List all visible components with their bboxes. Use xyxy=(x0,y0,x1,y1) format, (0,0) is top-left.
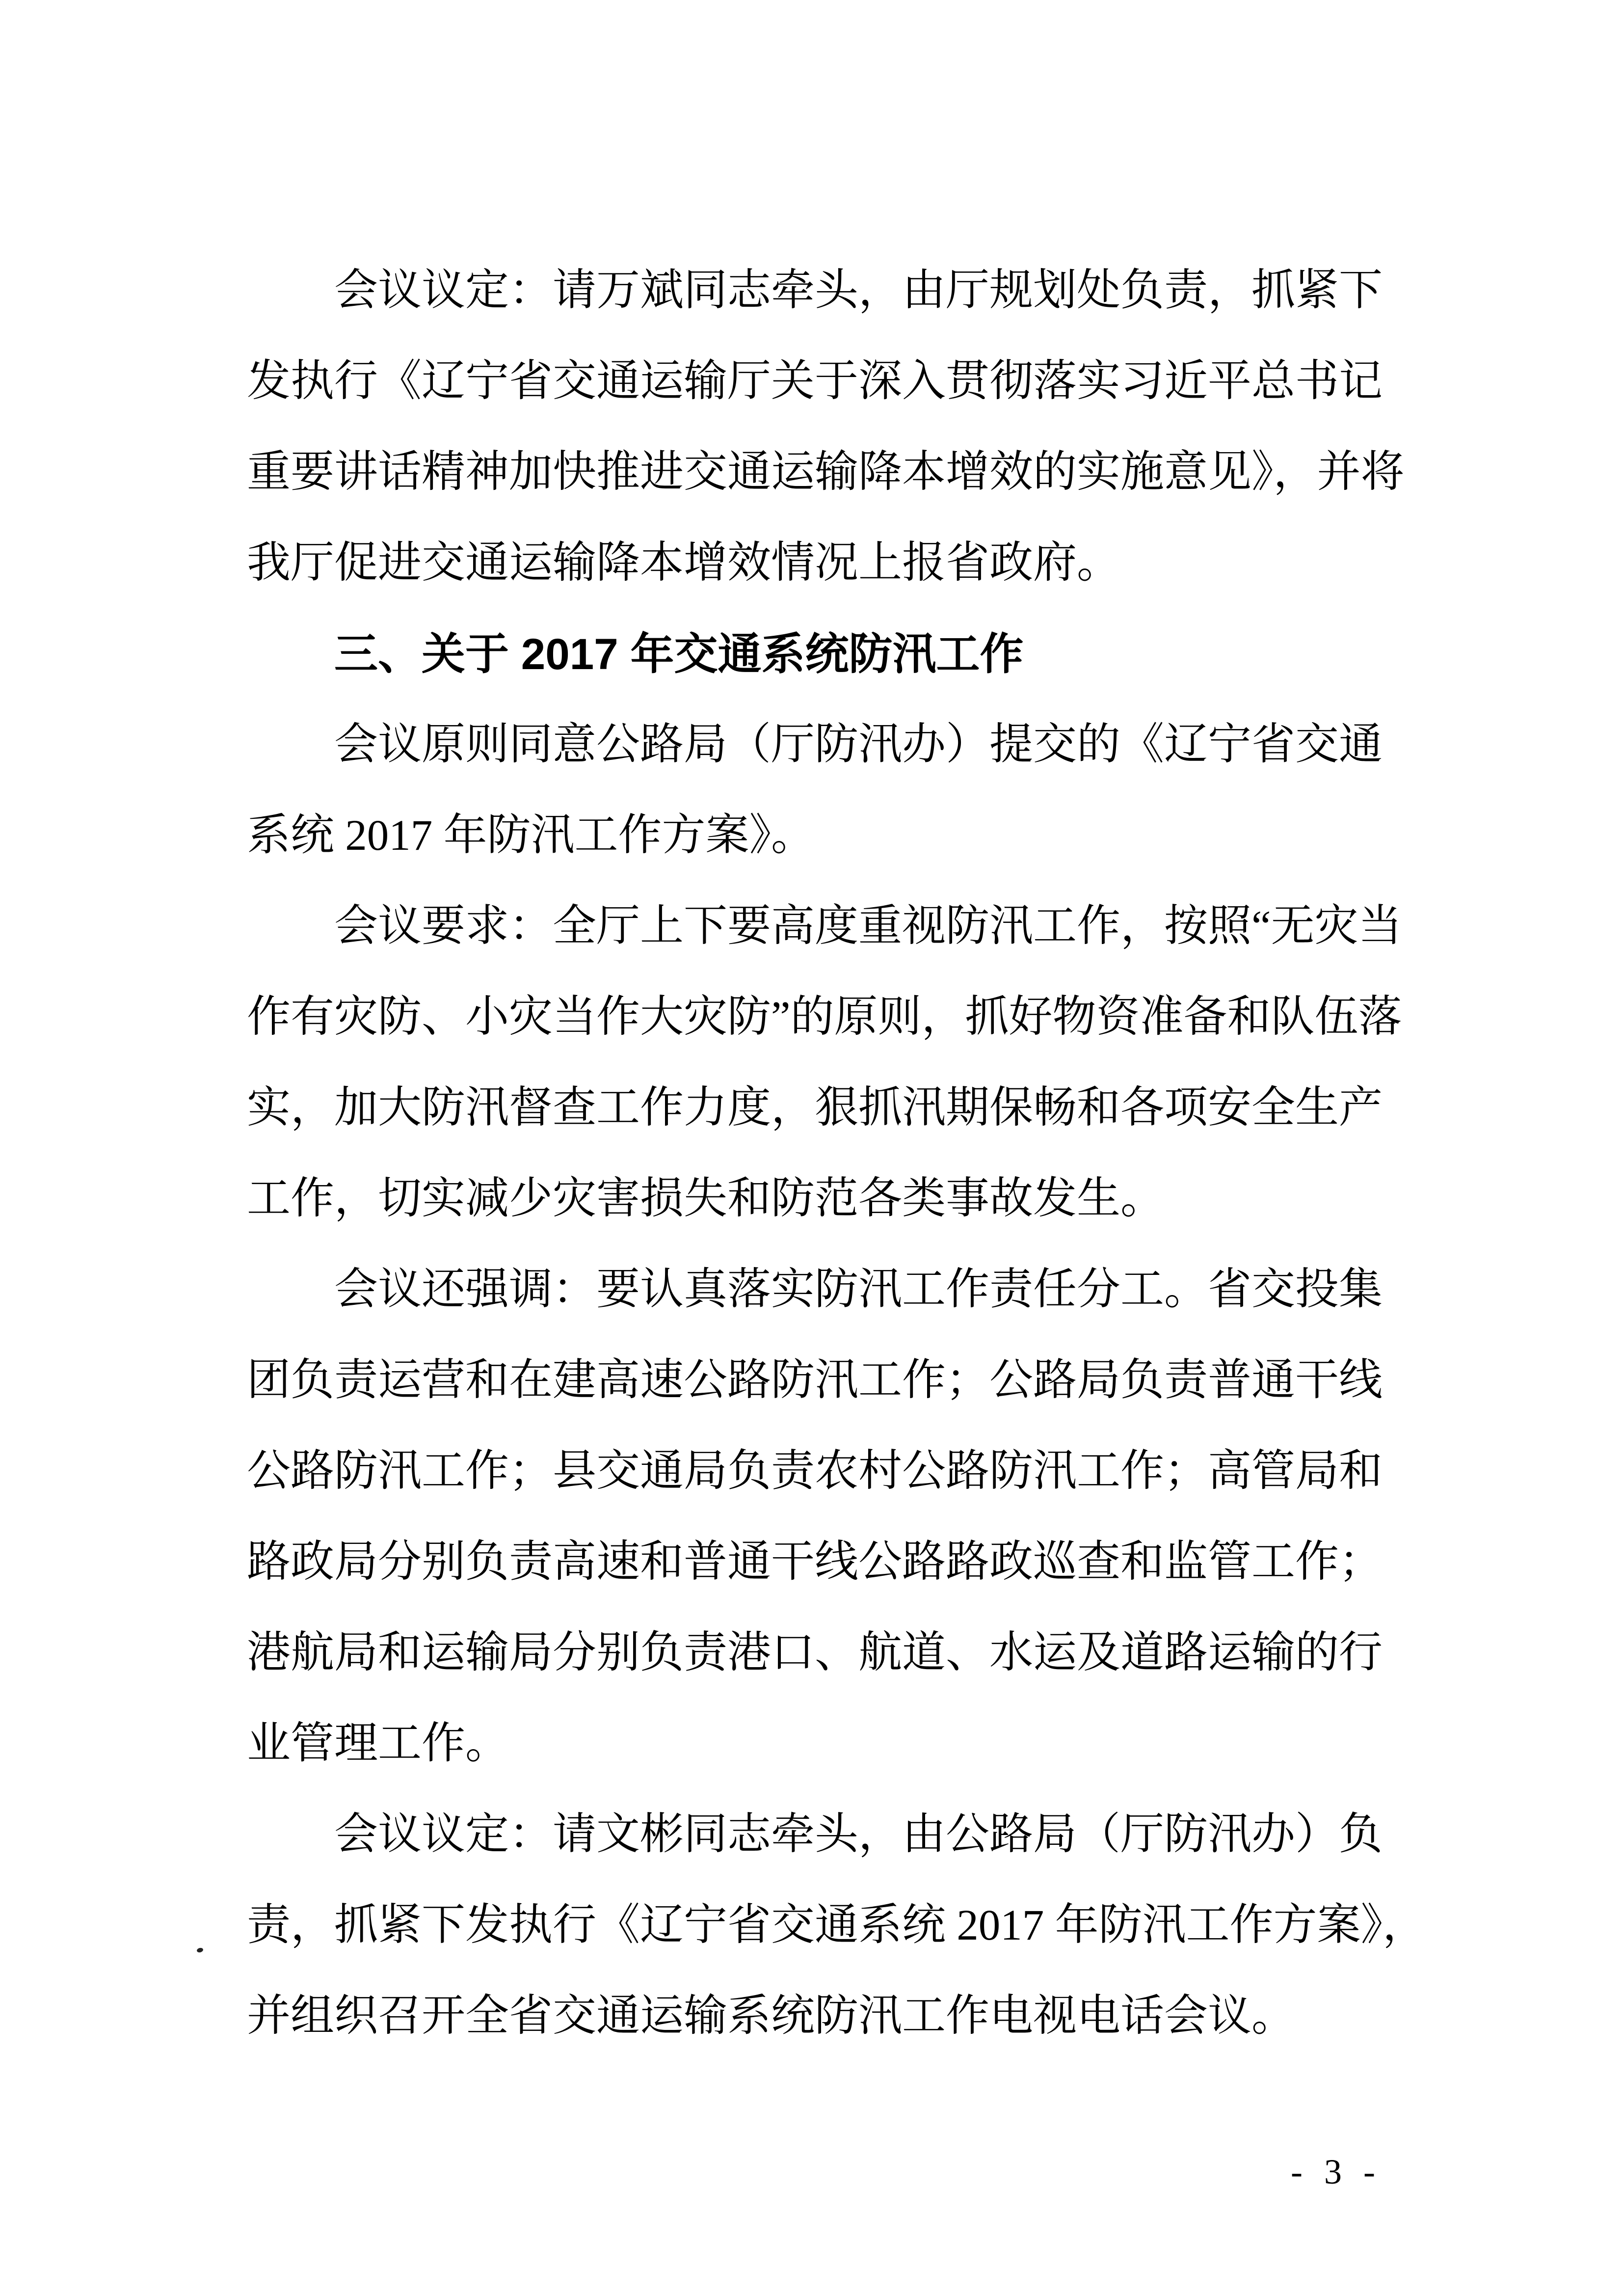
body-line: 责，抓紧下发执行《辽宁省交通系统 2017 年防汛工作方案》， xyxy=(247,1901,1426,1949)
body-line: 业管理工作。 xyxy=(247,1720,509,1768)
body-line: 工作，切实减少灾害损失和防范各类事故发生。 xyxy=(247,1175,1164,1223)
body-line: 并组织召开全省交通运输系统防汛工作电视电话会议。 xyxy=(247,1992,1295,2040)
body-line: 会议议定：请万斌同志牵头，由厅规划处负责，抓紧下 xyxy=(334,267,1383,315)
body-line: 会议要求：全厅上下要高度重视防汛工作，按照“无灾当 xyxy=(334,902,1402,950)
body-line: 公路防汛工作；县交通局负责农村公路防汛工作；高管局和 xyxy=(247,1447,1383,1495)
page-number: - 3 - xyxy=(1291,2152,1378,2191)
body-line: 会议议定：请文彬同志牵头，由公路局（厅防汛办）负 xyxy=(334,1810,1383,1859)
body-line: 港航局和运输局分别负责港口、航道、水运及道路运输的行 xyxy=(247,1629,1383,1677)
body-line: 作有灾防、小灾当作大灾防”的原则，抓好物资准备和队伍落 xyxy=(247,993,1402,1041)
body-line: 会议还强调：要认真落实防汛工作责任分工。省交投集 xyxy=(334,1266,1383,1314)
body-line: 团负责运营和在建高速公路防汛工作；公路局负责普通干线 xyxy=(247,1356,1383,1405)
body-line: 重要讲话精神加快推进交通运输降本增效的实施意见》，并将 xyxy=(247,448,1405,496)
section-heading: 三、关于 2017 年交通系统防汛工作 xyxy=(334,629,1024,678)
body-line: 会议原则同意公路局（厅防汛办）提交的《辽宁省交通 xyxy=(334,721,1383,769)
body-line: 实，加大防汛督查工作力度，狠抓汛期保畅和各项安全生产 xyxy=(247,1084,1383,1132)
body-line: 系统 2017 年防汛工作方案》。 xyxy=(247,811,815,860)
body-line: 我厅促进交通运输降本增效情况上报省政府。 xyxy=(247,539,1120,587)
body-line: 发执行《辽宁省交通运输厅关于深入贯彻落实习近平总书记 xyxy=(247,357,1383,405)
scan-artifact-speck xyxy=(196,1947,204,1953)
document-body xyxy=(247,245,1435,2062)
body-line: 路政局分别负责高速和普通干线公路路政巡查和监管工作； xyxy=(247,1538,1383,1586)
